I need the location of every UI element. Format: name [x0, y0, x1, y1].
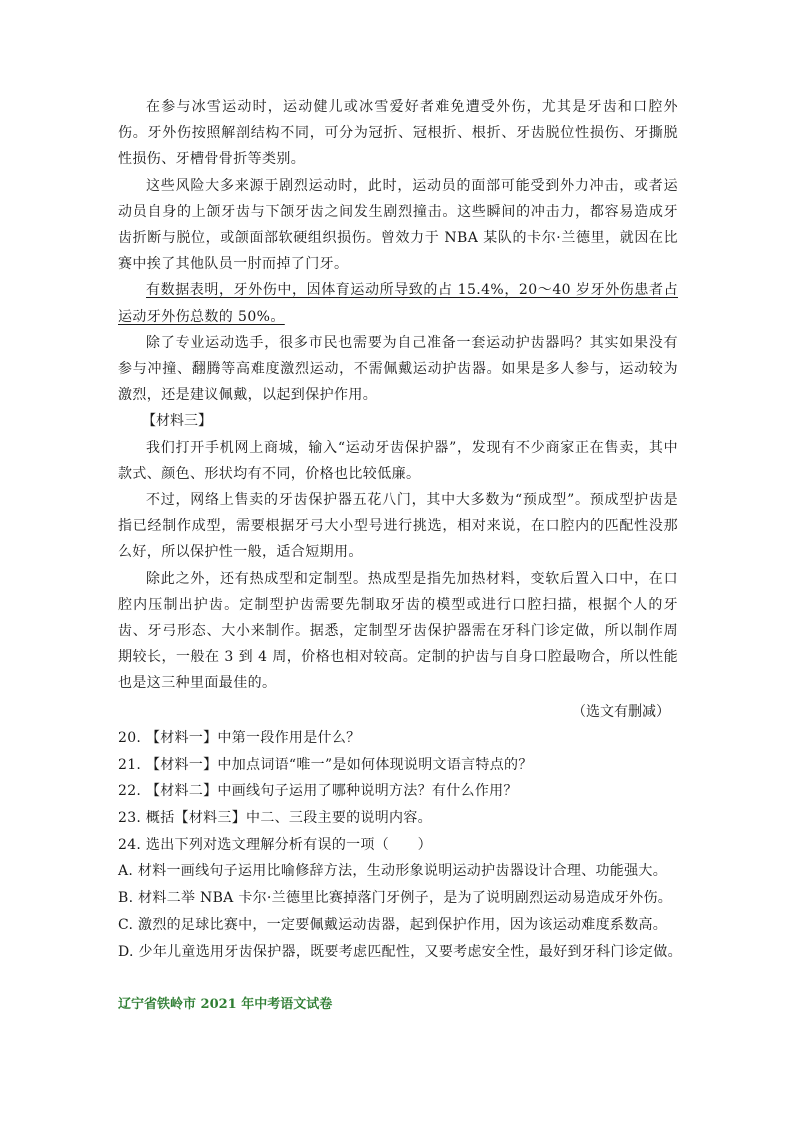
paragraph-preformed: 不过，网络上售卖的牙齿保护器五花八门，其中大多数为“预成型”。预成型护齿是指已经制作成型，需要根据牙弓大小型号进行挑选，相对来说，在口腔内的匹配性没那么好，所以保护性一般，适合短期用。 [118, 492, 678, 561]
underlined-sentence: 有数据表明，牙外伤中，因体育运动所导致的占 15.4%，20～40 岁牙外伤患者占运动牙外伤总数的 50%。 [118, 282, 678, 325]
option-a: A. 材料一画线句子运用比喻修辞方法，生动形象说明运动护齿器设计合理、功能强大。 [118, 863, 668, 880]
paragraph-online-shop: 我们打开手机网上商城，输入“运动牙齿保护器”，发现有不少商家正在售卖，其中款式、颜色、形状均有不同，价格也比较低廉。 [118, 439, 678, 482]
paragraph-custom-made: 除此之外，还有热成型和定制型。热成型是指先加热材料，变软后置入口中，在口腔内压制出护齿。定制型护齿需要先制取牙齿的模型或进行口腔扫描，根据个人的牙齿、牙弓形态、大小来制作。据悉，定制型牙齿保护器需在牙科门诊定做，所以制作周期较长，一般在 3 到 4 周，价格也相对较高。定制的护齿与自身口腔最吻合，所以性能也是这三种里面最佳的。 [118, 570, 678, 692]
source-note: （选文有删减） [572, 703, 670, 720]
question-24: 24. 选出下列对选文理解分析有误的一项（ ） [118, 836, 432, 853]
paragraph-injury-types: 在参与冰雪运动时，运动健儿或冰雪爱好者难免遭受外伤，尤其是牙齿和口腔外伤。牙外伤按照解剖结构不同，可分为冠折、冠根折、根折、牙齿脱位性损伤、牙撕脱性损伤、牙槽骨骨折等类别。 [118, 99, 678, 168]
paragraph-advice: 除了专业运动选手，很多市民也需要为自己准备一套运动护齿器吗？其实如果没有参与冲撞、翻腾等高难度激烈运动，不需佩戴运动护齿器。如果是多人参与，运动较为激烈，还是建议佩戴，以起到保护作用。 [118, 334, 678, 404]
question-22: 22. 【材料二】中画线句子运用了哪种说明方法？有什么作用？ [118, 783, 518, 800]
question-list [118, 725, 682, 965]
document-body [118, 94, 682, 965]
option-b: B. 材料二举 NBA 卡尔·兰德里比赛掉落门牙例子，是为了说明剧烈运动易造成牙外伤。 [118, 890, 673, 907]
paragraph-risk-sources: 这些风险大多来源于剧烈运动时，此时，运动员的面部可能受到外力冲击，或者运动员自身的上颌牙齿与下颌牙齿之间发生剧烈撞击。这些瞬间的冲击力，都容易造成牙齿折断与脱位，或颌面部软硬组织损伤。曾效力于 NBA 某队的卡尔·兰德里，就因在比赛中挨了其他队员一肘而掉了门牙。 [118, 177, 678, 273]
question-20: 20. 【材料一】中第一段作用是什么？ [118, 729, 361, 746]
paragraph-statistics [118, 277, 678, 329]
material-three-heading: 【材料三】 [142, 413, 212, 430]
question-23: 23. 概括【材料三】中二、三段主要的说明内容。 [118, 809, 432, 826]
exam-source-footer: 辽宁省铁岭市 2021 年中考语文试卷 [118, 997, 333, 1012]
question-21: 21. 【材料一】中加点词语“唯一”是如何体现说明文语言特点的？ [118, 756, 533, 773]
option-c: C. 激烈的足球比赛中，一定要佩戴运动齿器，起到保护作用，因为该运动难度系数高。 [118, 916, 668, 933]
option-d: D. 少年儿童选用牙齿保护器，既要考虑匹配性，又要考虑安全性，最好到牙科门诊定做。 [118, 943, 682, 960]
